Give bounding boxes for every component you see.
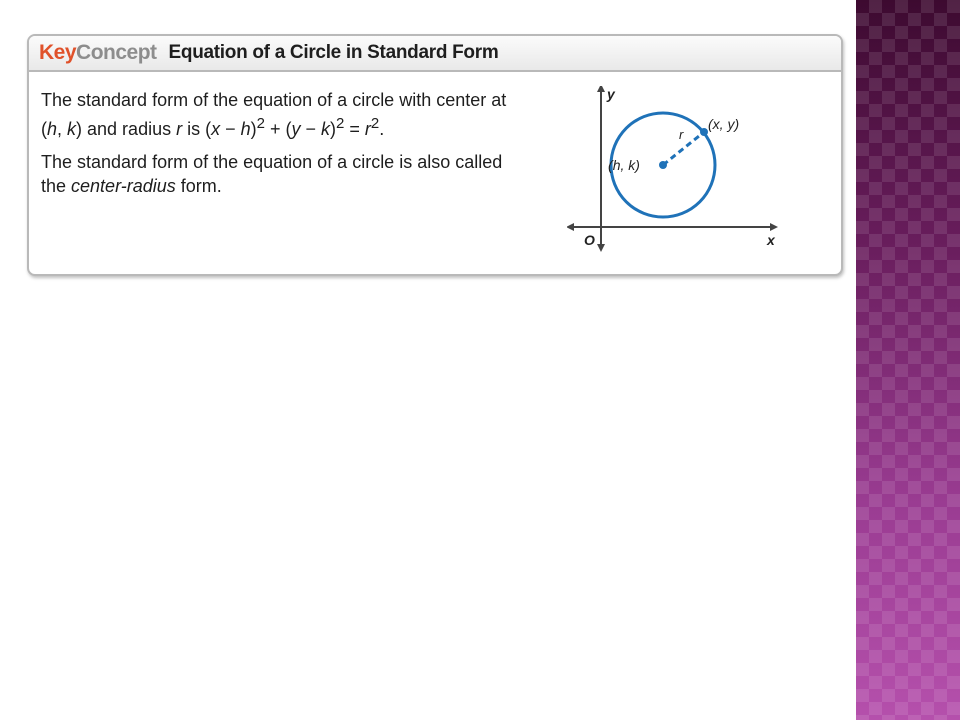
brand-concept-text: Concept	[76, 41, 157, 64]
radius-segment	[663, 132, 704, 165]
x-axis-label: x	[767, 232, 775, 248]
y-axis-label: y	[607, 86, 615, 102]
var-r: r	[176, 119, 183, 139]
text-fragment: form.	[175, 176, 222, 196]
var-r: r	[364, 119, 371, 139]
circle-point	[700, 128, 708, 136]
center-label: (h, k)	[608, 157, 640, 173]
radius-label: r	[679, 127, 684, 142]
alias-paragraph	[41, 150, 521, 198]
text-fragment: is (	[182, 119, 212, 139]
text-fragment: −	[220, 119, 241, 139]
text-fragment: ) and radius	[76, 119, 177, 139]
brand-key-text: Key	[39, 41, 77, 64]
var-h: h	[240, 119, 251, 139]
text-fragment: .	[379, 119, 385, 139]
text-fragment: the	[41, 176, 72, 196]
var-h: h	[47, 119, 58, 139]
circle-diagram	[567, 86, 797, 276]
key-concept-title: Equation of a Circle in Standard Form	[168, 42, 499, 63]
text-fragment: (	[41, 119, 47, 139]
exponent: 2	[336, 115, 345, 132]
text-fragment: =	[344, 119, 365, 139]
var-k: k	[67, 119, 77, 139]
exponent: 2	[370, 115, 380, 132]
point-label: (x, y)	[708, 116, 740, 132]
center-point	[659, 161, 667, 169]
definition-line-1: The standard form of the equation of a circle with center at	[41, 90, 507, 110]
var-y: y	[291, 119, 301, 139]
text-fragment: + (	[264, 119, 292, 139]
center-radius-term: center-radius	[71, 176, 176, 196]
text-fragment: −	[300, 119, 321, 139]
origin-label: O	[584, 232, 595, 248]
var-x: x	[211, 119, 221, 139]
alias-line-1: The standard form of the equation of a circle is also called	[41, 152, 503, 172]
key-concept-header	[29, 36, 841, 72]
definition-paragraph	[41, 88, 521, 141]
decorative-side-panel	[856, 0, 960, 720]
key-concept-box	[27, 34, 843, 276]
exponent: 2	[256, 115, 265, 132]
definition-text	[41, 88, 521, 207]
text-fragment: ,	[57, 119, 68, 139]
text-fragment: )	[330, 119, 336, 139]
var-k: k	[321, 119, 330, 139]
text-fragment: )	[250, 119, 257, 139]
